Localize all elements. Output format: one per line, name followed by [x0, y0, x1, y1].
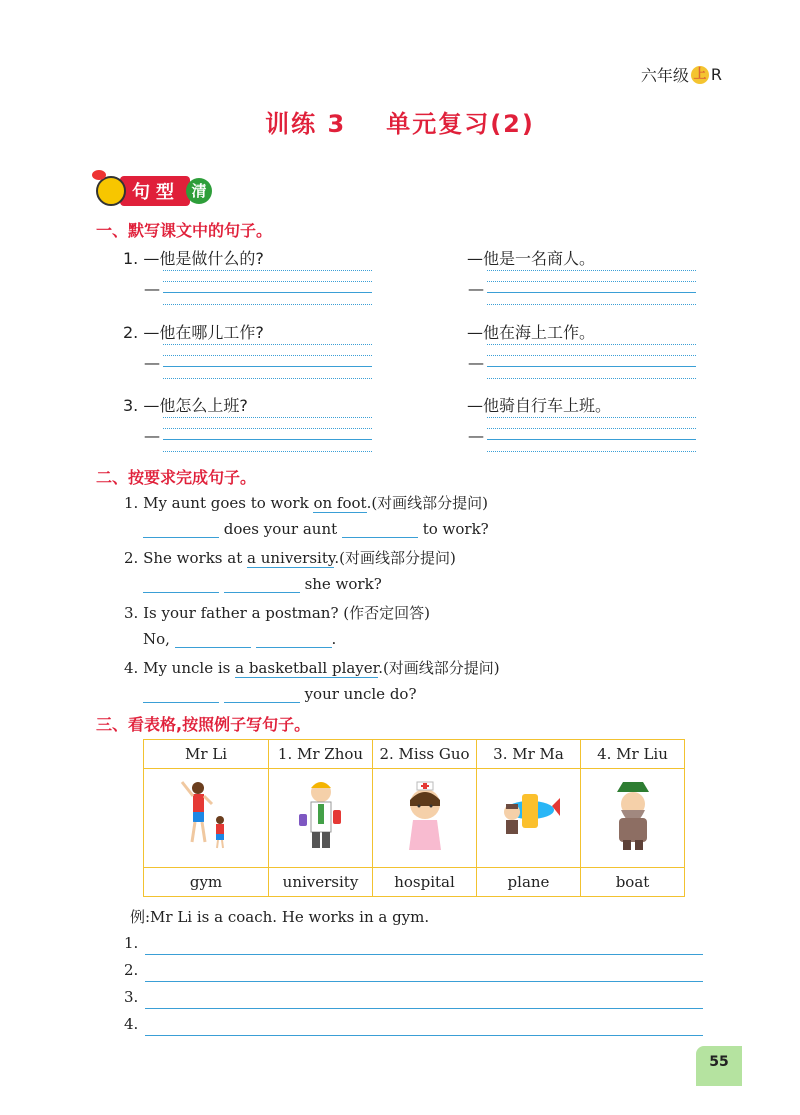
s2-q1 — [124, 492, 488, 513]
pilot-illustration — [477, 769, 581, 868]
page-title — [0, 104, 800, 139]
table-cell-place: gym — [144, 868, 269, 897]
section2-heading: 二、按要求完成句子。 — [96, 468, 257, 487]
writing-line — [163, 451, 372, 452]
table-cell-place: hospital — [373, 868, 477, 897]
table-header-row — [144, 740, 685, 769]
s2-q1-post: .(对画线部分提问) — [366, 494, 489, 512]
s2-q3-end: . — [331, 630, 337, 648]
blank[interactable] — [175, 647, 251, 648]
grade-text: 六年级 — [640, 66, 689, 85]
grade-label — [641, 63, 722, 86]
answer-number: 3. — [124, 988, 139, 1006]
writing-line[interactable] — [163, 366, 372, 367]
s2-q1-pre: 1. My aunt goes to work — [124, 494, 314, 512]
writing-line[interactable] — [487, 366, 696, 367]
example-sentence: 例:Mr Li is a coach. He works in a gym. — [130, 908, 430, 926]
s2-q4-pre: 4. My uncle is — [124, 659, 236, 677]
s2-q2-pre: 2. She works at — [124, 549, 247, 567]
occupation-table — [143, 739, 685, 897]
table-header: 3. Mr Ma — [477, 740, 581, 769]
answer-number: 1. — [124, 934, 139, 952]
answer-line[interactable] — [145, 981, 703, 982]
writing-line — [163, 270, 372, 271]
s2-q2 — [124, 547, 456, 568]
writing-line — [487, 355, 696, 356]
table-header: 2. Miss Guo — [373, 740, 477, 769]
writing-line — [487, 378, 696, 379]
table-image-row — [144, 769, 685, 868]
s1-a1: —他是一名商人。 — [467, 249, 596, 268]
answer-line[interactable] — [145, 1008, 703, 1009]
blank[interactable] — [143, 702, 219, 703]
s1-q3: 3. —他怎么上班? — [123, 396, 248, 415]
writing-line — [163, 355, 372, 356]
answer-number: 4. — [124, 1015, 139, 1033]
section3-heading: 三、看表格,按照例子写句子。 — [96, 715, 311, 734]
s2-q1-text-b: to work? — [422, 520, 489, 538]
writing-line — [163, 344, 372, 345]
s2-q2-text: she work? — [304, 575, 382, 593]
scientist-illustration — [269, 769, 373, 868]
s2-q4-text: your uncle do? — [304, 685, 417, 703]
s2-q4 — [124, 657, 500, 678]
answer-number: 2. — [124, 961, 139, 979]
writing-line — [163, 417, 372, 418]
writing-line[interactable] — [487, 439, 696, 440]
section1-heading: 一、默写课文中的句子。 — [96, 221, 273, 240]
writing-line — [163, 428, 372, 429]
s2-q2-underlined: a university — [247, 549, 335, 567]
s2-q3-text: No, — [143, 630, 170, 648]
table-cell-place: boat — [581, 868, 685, 897]
sailor-illustration — [581, 769, 685, 868]
writing-line[interactable] — [487, 292, 696, 293]
writing-line — [163, 378, 372, 379]
s2-q4-underlined: a basketball player — [235, 659, 379, 677]
s2-q4-answer — [143, 685, 417, 703]
answer-dash: — — [468, 279, 484, 298]
blank[interactable] — [143, 537, 219, 538]
answer-dash: — — [144, 426, 160, 445]
blank[interactable] — [224, 702, 300, 703]
writing-line — [487, 451, 696, 452]
table-header: Mr Li — [144, 740, 269, 769]
table-header: 4. Mr Liu — [581, 740, 685, 769]
coach-illustration — [144, 769, 269, 868]
answer-line[interactable] — [145, 1035, 703, 1036]
writing-line — [163, 281, 372, 282]
answer-line[interactable] — [145, 954, 703, 955]
blank[interactable] — [256, 647, 332, 648]
term-mark: 上 — [691, 66, 709, 84]
writing-line — [487, 428, 696, 429]
writing-line — [487, 304, 696, 305]
badge-tag: 清 — [186, 178, 212, 204]
answer-dash: — — [144, 279, 160, 298]
s2-q1-underlined: on foot — [313, 494, 367, 512]
blank[interactable] — [143, 592, 219, 593]
writing-line — [487, 344, 696, 345]
answer-dash: — — [144, 353, 160, 372]
edition-mark: R — [710, 65, 722, 84]
writing-line — [487, 270, 696, 271]
s2-q1-answer — [143, 520, 489, 538]
title-right: 单元复习(2) — [386, 110, 535, 138]
s2-q3: 3. Is your father a postman? (作否定回答) — [124, 604, 430, 622]
s1-q1: 1. —他是做什么的? — [123, 249, 264, 268]
writing-line — [163, 304, 372, 305]
table-place-row — [144, 868, 685, 897]
writing-line — [487, 281, 696, 282]
nurse-illustration — [373, 769, 477, 868]
bee-icon — [96, 176, 126, 206]
blank[interactable] — [224, 592, 300, 593]
s1-a3: —他骑自行车上班。 — [467, 396, 612, 415]
s2-q2-answer — [143, 575, 382, 593]
page-number: 55 — [696, 1046, 742, 1086]
s2-q4-post: .(对画线部分提问) — [378, 659, 500, 677]
table-cell-place: university — [269, 868, 373, 897]
table-cell-place: plane — [477, 868, 581, 897]
s2-q2-post: .(对画线部分提问) — [334, 549, 456, 567]
s1-a2: —他在海上工作。 — [467, 323, 596, 342]
answer-dash: — — [468, 353, 484, 372]
writing-line — [487, 417, 696, 418]
writing-line[interactable] — [163, 439, 372, 440]
title-left: 训练 3 — [265, 110, 347, 138]
answer-dash: — — [468, 426, 484, 445]
sentence-badge — [96, 176, 212, 206]
s2-q1-text-a: does your aunt — [223, 520, 338, 538]
s2-q3-answer — [143, 630, 336, 648]
table-header: 1. Mr Zhou — [269, 740, 373, 769]
badge-label: 句型 — [120, 176, 190, 206]
s1-q2: 2. —他在哪儿工作? — [123, 323, 264, 342]
blank[interactable] — [342, 537, 418, 538]
writing-line[interactable] — [163, 292, 372, 293]
